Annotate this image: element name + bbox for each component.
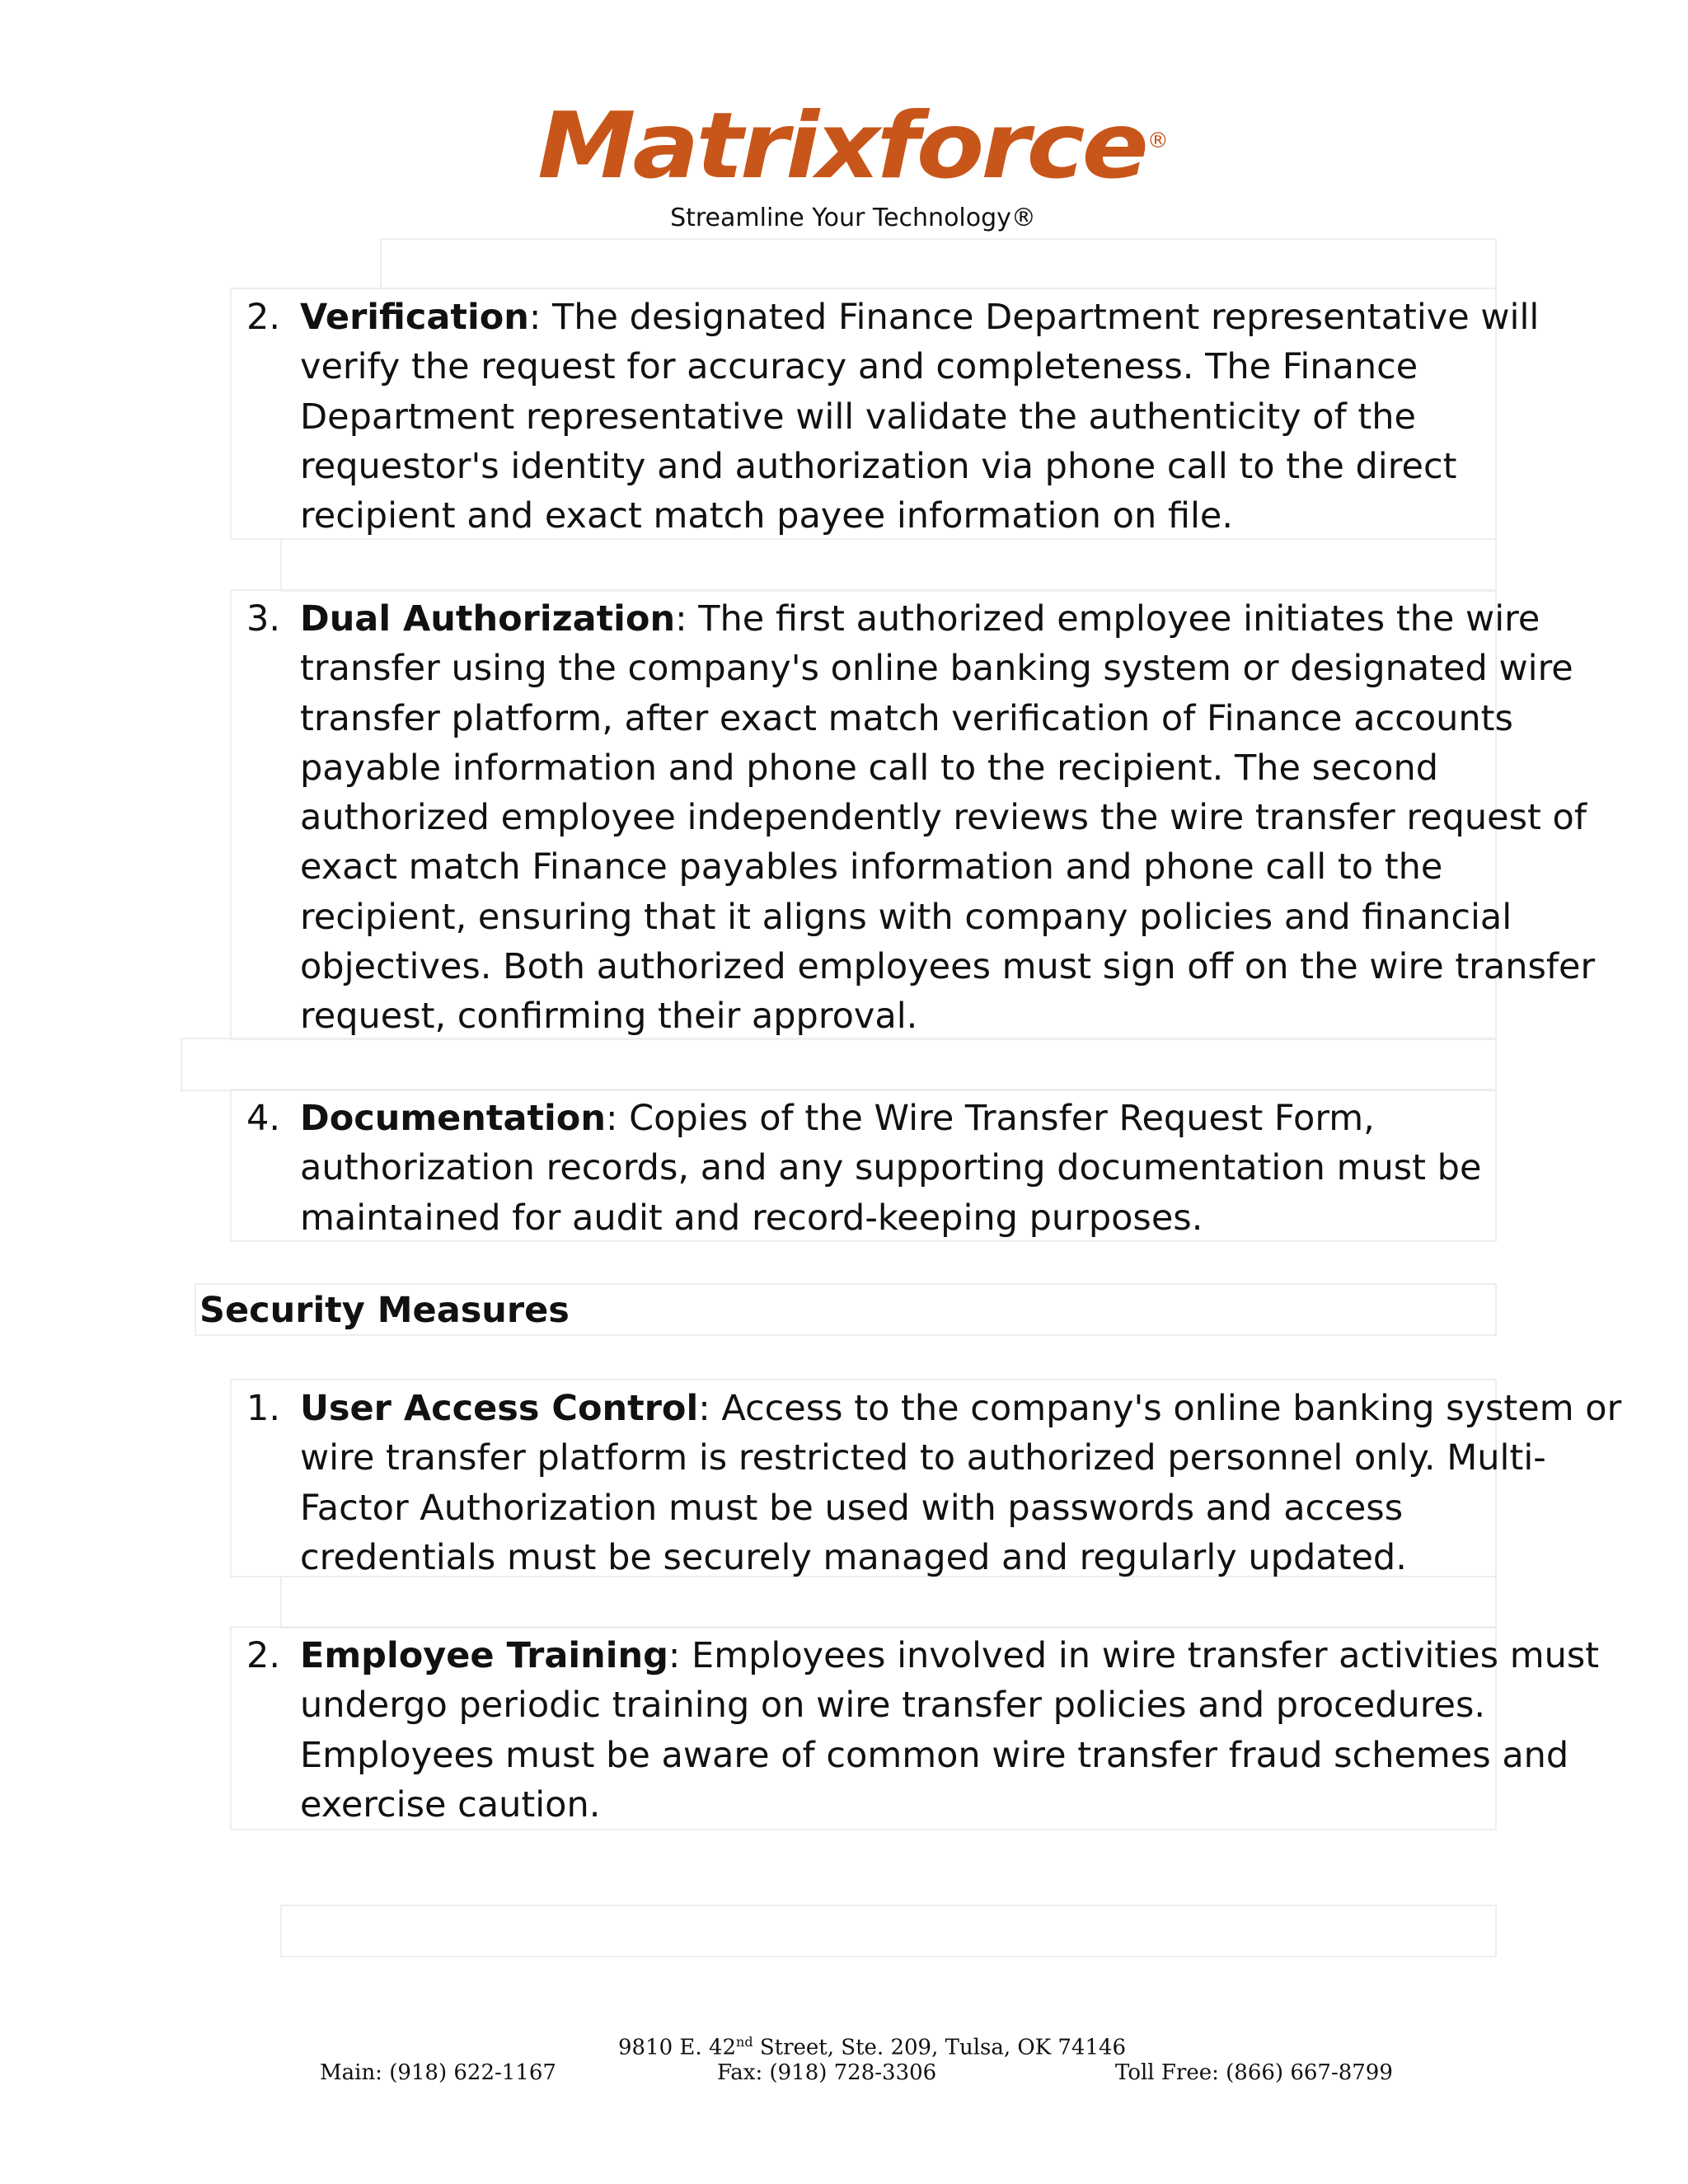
- term-verification: Verification: [300, 297, 529, 338]
- term-user-access-control: User Access Control: [300, 1388, 699, 1429]
- company-tagline: Streamline Your Technology®: [670, 204, 1036, 232]
- list-item-text: Dual Authorization: The first authorized employee initiates the wire transfer using the company's online banking system or designated wire transfer platform, after exact match verification of Finance accounts payable information and phone call to the recipient. The second authorized employee independently reviews the wire transfer request of exact match Finance payables information and phone call to the recipient, ensuring that it aligns with company policies and financial objectives. Both authorized employees must sign off on the wire transfer request, confirming their approval.: [300, 598, 1596, 1038]
- form-field-box: [280, 538, 1497, 592]
- list-item-text: Documentation: Copies of the Wire Transfer Request Form, authorization records, and any supporting documentation must be maintained for audit and record-keeping purposes.: [300, 1098, 1482, 1239]
- list-number: 2.: [246, 297, 280, 338]
- footer-toll-free: Toll Free: (866) 667-8799: [1115, 2060, 1393, 2085]
- term-documentation: Documentation: [300, 1098, 606, 1139]
- section-heading-security-measures: Security Measures: [199, 1290, 570, 1331]
- form-field-box: [280, 1576, 1497, 1629]
- form-field-box: [380, 238, 1497, 289]
- logo-wordmark: Matrixforce: [537, 93, 1146, 199]
- term-employee-training: Employee Training: [300, 1635, 668, 1676]
- footer-main-phone: Main: (918) 622-1167: [320, 2060, 556, 2085]
- list-number: 1.: [246, 1388, 280, 1429]
- form-field-box: [280, 1905, 1497, 1957]
- list-item-text: User Access Control: Access to the company's online banking system or wire transfer platform is restricted to authorized personnel only. Multi- Factor Authorization must be used with passwords and access credentials must be securely managed and regularly updated.: [300, 1388, 1622, 1578]
- list-number: 2.: [246, 1635, 280, 1676]
- form-field-box: [181, 1038, 1497, 1091]
- term-dual-authorization: Dual Authorization: [300, 598, 676, 640]
- logo-registered-mark: ®: [1146, 129, 1169, 153]
- list-item-text: Employee Training: Employees involved in wire transfer activities must undergo periodic training on wire transfer policies and procedures. Employees must be aware of common wire transfer fraud schemes and exercise caution.: [300, 1635, 1600, 1825]
- list-item-text: Verification: The designated Finance Department representative will verify the request for accuracy and completeness. The Finance Department representative will validate the authenticity of the requestor's identity and authorization via phone call to the direct recipient and exact match payee information on file.: [300, 297, 1540, 537]
- footer-fax: Fax: (918) 728-3306: [717, 2060, 937, 2085]
- footer-address: 9810 E. 42nd Street, Ste. 209, Tulsa, OK 74146: [618, 2034, 1127, 2060]
- list-number: 4.: [246, 1098, 280, 1139]
- company-logo: [528, 93, 1179, 199]
- list-number: 3.: [246, 598, 280, 640]
